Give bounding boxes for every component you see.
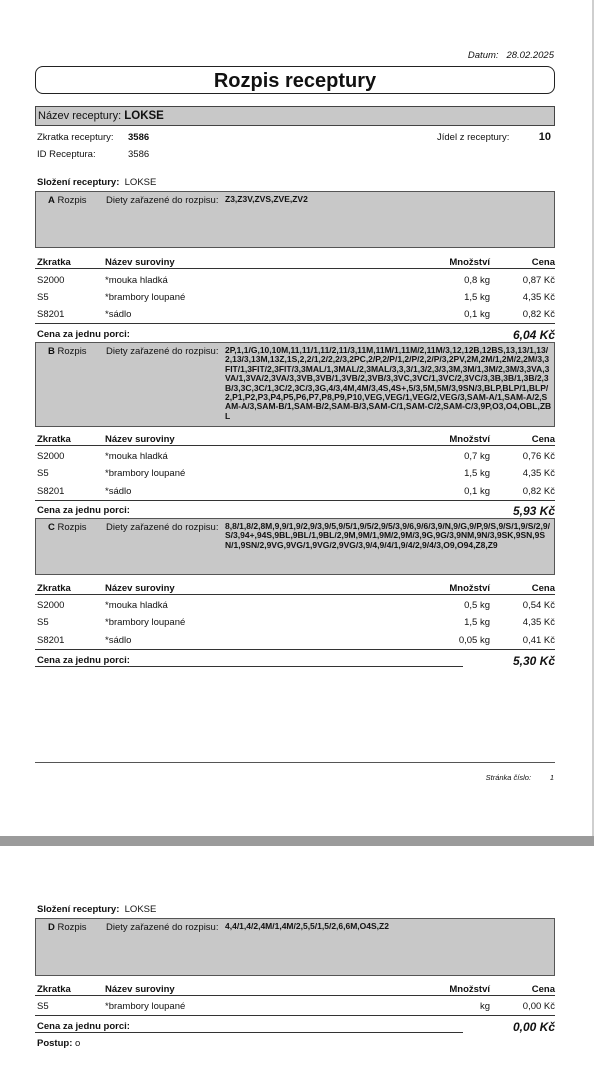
postup-line (37, 1038, 80, 1049)
rows-rule (35, 1015, 555, 1016)
page-number (486, 773, 554, 782)
col-header-name: Název suroviny (105, 257, 175, 268)
row-price: 0,87 Kč (522, 275, 555, 286)
row-name: *brambory loupané (105, 617, 186, 628)
report-title: Rozpis receptury (35, 66, 555, 94)
diety-label: Diety zařazené do rozpisu: (106, 522, 219, 533)
header-rule (35, 268, 555, 269)
row-name: *sádlo (105, 309, 132, 320)
header-rule (35, 594, 555, 595)
row-amount: 1,5 kg (464, 468, 490, 479)
row-name: *sádlo (105, 635, 132, 646)
row-code: S5 (37, 468, 49, 479)
total-price: 5,30 Kč (512, 654, 555, 668)
header-rule (35, 995, 555, 996)
diet-codes: 8,8/1,8/2,8M,9,9/1,9/2,9/3,9/5,9/5/1,9/5/2,9/5/3,9/6,9/6/3,9/N,9/G,9/P,9/S,9/S/1,9/S/2,9/S/3,94+,94S,9BL,9BL/1,9BL/2,9M,9M/1,9M/2,9M/3,9G,9G/3,9NM,9N/3,9SK,9SN,9SN/1,9SN/2,9VG,9VG/1,9VG/2,9VG/3,9/4,9/4/1,9/4/2,9/4/3,O9,O94,Z8,Z9 (225, 521, 550, 550)
rozpis-label: Rozpis (57, 195, 87, 206)
footer-rule (35, 762, 555, 763)
total-price: 5,93 Kč (512, 504, 555, 518)
total-label: Cena za jednu porci: (37, 505, 130, 516)
diet-letter: A (48, 195, 55, 206)
row-amount: 0,5 kg (464, 600, 490, 611)
row-code: S2000 (37, 451, 65, 462)
col-header-code: Zkratka (37, 257, 71, 268)
row-amount: 0,7 kg (464, 451, 490, 462)
composition-label: Složení receptury: (37, 904, 120, 915)
row-name: *mouka hladká (105, 275, 168, 286)
date-label: Datum: (467, 50, 499, 61)
row-amount: 0,8 kg (464, 275, 490, 286)
rozpis-label: Rozpis (57, 346, 87, 357)
diety-label: Diety zařazené do rozpisu: (106, 346, 219, 357)
row-name: *sádlo (105, 486, 132, 497)
col-header-name: Název suroviny (105, 583, 175, 594)
diet-codes: 2P,1,1/G,10,10M,11,11/1,11/2,11/3,11M,11M/1,11M/2,11M/3,12,12B,12BS,13,13/1,13/2,13/3,13M,13Z,1S,2,2/1,2/2,2/3,2PC,2/P,2/P/1,2/P/2,2/P/3,2PV,2M,2M/1,2M/2,2M/3,3FIT/1,3FIT/2,3FIT/3,3MAL/1,3MAL/2,3MAL/3,3,3/1,3/2,3/3,3M,3M/1,3M/2,3M/3,3VA,3VA/1,3VA/2,3VA/3,3VB,3VB/1,3VB/2,3VB/3,3VC,3VC/1,3VC/2,3VC/3,3B,3B/1,3B/2,3B/3,3C,3C/1,3C/2,3C/3,3G,4/3,4M,4M/3,4S,4S+,5/3,5M,5M/3,9SN/3,BLP,BLP/1,BLP/2,P1,P2,P3,P4,P5,P6,P7,P8,P9,P10,VEG,VEG/1,VEG/2,VEG/3,SAM-A/1,SAM-A/2,SAM-A/3,SAM-B/1,SAM-B/2,SAM-B/3,SAM-C/1,SAM-C/2,SAM-C/3,9P,O3,O4,OBL,ZBL (225, 345, 552, 421)
col-header-price: Cena (531, 583, 555, 594)
diet-box-header (48, 522, 87, 533)
row-price: 0,82 Kč (522, 486, 555, 497)
total-underline (35, 666, 463, 667)
col-header-name: Název suroviny (105, 434, 175, 445)
diet-box-a (35, 191, 555, 248)
total-label: Cena za jednu porci: (37, 329, 130, 340)
row-code: S5 (37, 1001, 49, 1012)
col-header-code: Zkratka (37, 583, 71, 594)
col-header-price: Cena (531, 257, 555, 268)
row-amount: 0,1 kg (464, 309, 490, 320)
row-code: S8201 (37, 309, 65, 320)
rows-rule (35, 649, 555, 650)
col-header-amount: Množství (449, 257, 490, 268)
header-rule (35, 445, 555, 446)
report-page-2 (0, 846, 594, 1066)
recipe-id-value: 3586 (128, 149, 150, 160)
portions-value: 10 (538, 131, 551, 143)
row-amount: 0,1 kg (464, 486, 490, 497)
total-price: 6,04 Kč (512, 328, 555, 342)
row-price: 0,00 Kč (522, 1001, 555, 1012)
diet-box-b (35, 342, 555, 427)
row-name: *mouka hladká (105, 451, 168, 462)
row-name: *brambory loupané (105, 292, 186, 303)
row-code: S8201 (37, 486, 65, 497)
row-price: 0,82 Kč (522, 309, 555, 320)
portions-label: Jídel z receptury: (437, 132, 510, 143)
row-name: *brambory loupané (105, 468, 186, 479)
diet-letter: D (48, 922, 55, 933)
row-code: S2000 (37, 600, 65, 611)
rozpis-label: Rozpis (57, 522, 87, 533)
row-amount: 0,05 kg (458, 635, 490, 646)
recipe-name-value: LOKSE (124, 110, 164, 122)
diet-letter: B (48, 346, 55, 357)
row-name: *mouka hladká (105, 600, 168, 611)
page-separator (0, 836, 594, 846)
diety-label: Diety zařazené do rozpisu: (106, 195, 219, 206)
col-header-amount: Množství (449, 434, 490, 445)
diet-codes: Z3,Z3V,ZVS,ZVE,ZV2 (225, 194, 308, 204)
diet-box-header (48, 922, 87, 933)
col-header-amount: Množství (449, 984, 490, 995)
recipe-name-label: Název receptury: (38, 110, 122, 122)
diety-label: Diety zařazené do rozpisu: (106, 922, 219, 933)
postup-value: o (75, 1038, 81, 1049)
row-name: *brambory loupané (105, 1001, 186, 1012)
row-price: 0,76 Kč (522, 451, 555, 462)
rows-rule (35, 500, 555, 501)
date-line (468, 50, 554, 61)
row-price: 4,35 Kč (522, 468, 555, 479)
col-header-price: Cena (531, 984, 555, 995)
row-price: 4,35 Kč (522, 617, 555, 628)
col-header-price: Cena (531, 434, 555, 445)
diet-codes: 4,4/1,4/2,4M/1,4M/2,5,5/1,5/2,6,6M,O4S,Z2 (225, 921, 389, 931)
total-label: Cena za jednu porci: (37, 655, 130, 666)
row-amount: kg (479, 1001, 490, 1012)
page-number-label: Stránka číslo: (485, 773, 532, 782)
composition-line (37, 177, 156, 188)
composition-value: LOKSE (124, 904, 157, 915)
col-header-code: Zkratka (37, 434, 71, 445)
col-header-code: Zkratka (37, 984, 71, 995)
row-code: S2000 (37, 275, 65, 286)
row-price: 0,41 Kč (522, 635, 555, 646)
diet-letter: C (48, 522, 55, 533)
diet-box-header (48, 195, 87, 206)
row-price: 0,54 Kč (522, 600, 555, 611)
total-underline (35, 1032, 463, 1033)
row-price: 4,35 Kč (522, 292, 555, 303)
col-header-amount: Množství (449, 583, 490, 594)
total-label: Cena za jednu porci: (37, 1021, 130, 1032)
col-header-name: Název suroviny (105, 984, 175, 995)
row-code: S5 (37, 292, 49, 303)
composition-line (37, 904, 156, 915)
date-value: 28.02.2025 (506, 50, 554, 61)
composition-value: LOKSE (124, 177, 157, 188)
recipe-code-label: Zkratka receptury: (37, 132, 114, 143)
composition-label: Složení receptury: (37, 177, 120, 188)
row-amount: 1,5 kg (464, 292, 490, 303)
row-code: S8201 (37, 635, 65, 646)
page-number-value: 1 (549, 773, 554, 782)
recipe-name-box (35, 106, 555, 126)
recipe-id-label: ID Receptura: (37, 149, 96, 160)
diet-box-c (35, 518, 555, 575)
total-price: 0,00 Kč (512, 1020, 555, 1034)
row-amount: 1,5 kg (464, 617, 490, 628)
row-code: S5 (37, 617, 49, 628)
diet-box-header (48, 346, 87, 357)
recipe-code-value: 3586 (128, 132, 150, 143)
postup-label: Postup: (37, 1038, 73, 1049)
diet-box-d (35, 918, 555, 976)
rows-rule (35, 323, 555, 324)
rozpis-label: Rozpis (57, 922, 87, 933)
